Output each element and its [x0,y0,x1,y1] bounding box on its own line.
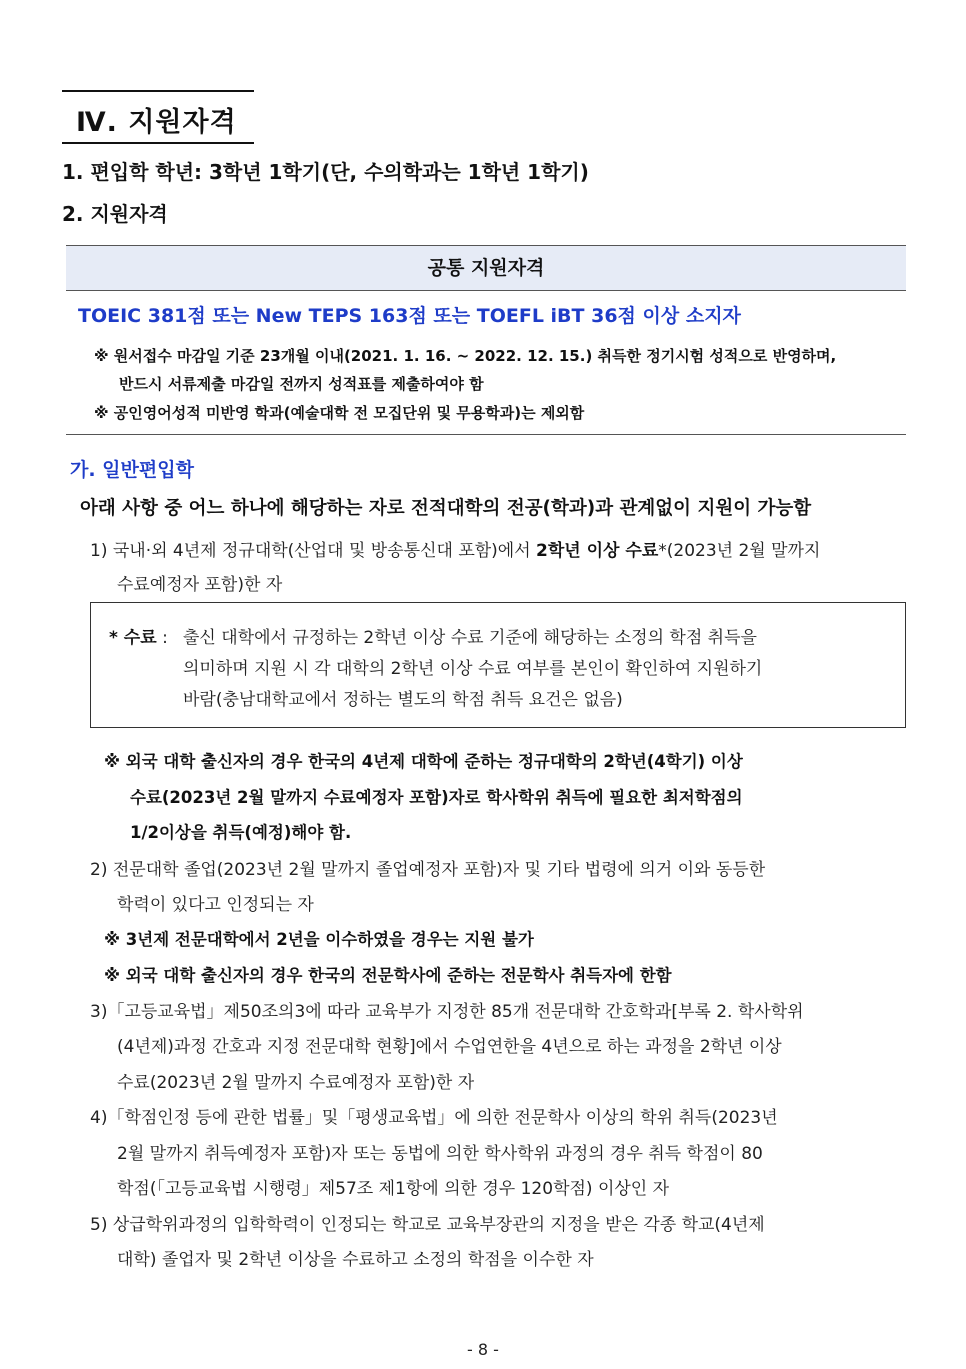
general-transfer-subheading: 가. 일반편입학 [70,459,194,481]
item4-line2: 2월 말까지 취득예정자 포함)자 또는 동법에 의한 학사학위 과정의 경우 취득 학점이 80 [117,1144,763,1164]
title-top-rule [62,90,254,92]
item4-line1: 4)「학점인정 등에 관한 법률」및「평생교육법」에 의한 전문학사 이상의 학위 취득(2023년 [90,1108,778,1128]
common-eligibility-header: 공통 지원자격 [66,246,906,291]
item2-line2: 학력이 있다고 인정되는 자 [117,895,314,915]
item5-line1: 5) 상급학위과정의 입학학력이 인정되는 학교로 교육부장관의 지정을 받은 각종 학교(4년제 [90,1215,765,1235]
item2-note1: ※ 3년제 전문대학에서 2년을 이수하였을 경우는 지원 불가 [104,930,534,949]
item1-line2: 수료예정자 포함)한 자 [117,575,283,595]
item1-bold: 2학년 이상 수료 [536,541,659,561]
definition-line3: 바람(충남대학교에서 정하는 별도의 학점 취득 요건은 없음) [183,690,623,710]
item1-line1 [90,536,820,561]
section-title-block [62,90,254,146]
exemption-note: ※ 공인영어성적 미반영 학과(예술대학 전 모집단위 및 무용학과)는 제외함 [94,404,585,422]
english-score-requirement: TOEIC 381점 또는 New TEPS 163점 또는 TOEFL iBT 36점 이상 소지자 [78,305,741,327]
title-bottom-rule [62,142,254,144]
common-eligibility-box [66,245,906,435]
item1-pre: 1) 국내·외 4년제 정규대학(산업대 및 방송통신대 포함)에서 [90,541,537,561]
heading-transfer-grade: 1. 편입학 학년: 3학년 1학기(단, 수의학과는 1학년 1학기) [62,160,589,184]
general-transfer-lead: 아래 사항 중 어느 하나에 해당하는 자로 전적대학의 전공(학과)과 관계없이 지원이 가능함 [80,498,812,519]
item2-note2: ※ 외국 대학 출신자의 경우 한국의 전문학사에 준하는 전문학사 취득자에 한함 [104,966,672,985]
definition-line2: 의미하며 지원 시 각 대학의 2학년 이상 수료 여부를 본인이 확인하여 지원하기 [183,659,763,679]
item3-line2: (4년제)과정 간호과 지정 전문대학 현황]에서 수업연한을 4년으로 하는 과정을 2학년 이상 [117,1037,782,1057]
box-bottom-rule [66,434,906,435]
definition-colon: : [162,628,168,648]
item3-line3: 수료(2023년 2월 말까지 수료예정자 포함)한 자 [117,1073,475,1093]
section-title: Ⅳ. 지원자격 [76,107,237,138]
score-note-line1: ※ 원서접수 마감일 기준 23개월 이내(2021. 1. 16. ~ 2022. 12. 15.) 취득한 정기시험 성적으로 반영하며, [94,347,837,365]
page-number: - 8 - [467,1340,499,1359]
item2-line1: 2) 전문대학 졸업(2023년 2월 말까지 졸업예정자 포함)자 및 기타 법령에 의거 이와 동등한 [90,860,766,880]
item3-line1: 3)「고등교육법」제50조의3에 따라 교육부가 지정한 85개 전문대학 간호학과[부록 2. 학사학위 [90,1002,804,1022]
definition-label: * 수료 [109,628,157,648]
item1-post: *(2023년 2월 말까지 [658,541,821,561]
item4-line3: 학점(「고등교육법 시행령」제57조 제1항에 의한 경우 120학점) 이상인 자 [117,1179,670,1199]
definition-line1: 출신 대학에서 규정하는 2학년 이상 수료 기준에 해당하는 소정의 학점 취득을 [183,628,757,648]
score-note-line2: 반드시 서류제출 마감일 전까지 성적표를 제출하여야 함 [119,375,484,393]
definition-row1 [109,623,168,648]
item5-line2: 대학) 졸업자 및 2학년 이상을 수료하고 소정의 학점을 이수한 자 [117,1250,594,1270]
foreign-note-line1: ※ 외국 대학 출신자의 경우 한국의 4년제 대학에 준하는 정규대학의 2학년(4학기) 이상 [104,752,743,771]
foreign-note-line2: 수료(2023년 2월 말까지 수료예정자 포함)자로 학사학위 취득에 필요한 최저학점의 [130,788,743,807]
completion-definition-box [90,602,906,728]
foreign-note-line3: 1/2이상을 취득(예정)해야 함. [130,823,352,842]
heading-eligibility: 2. 지원자격 [62,202,168,226]
